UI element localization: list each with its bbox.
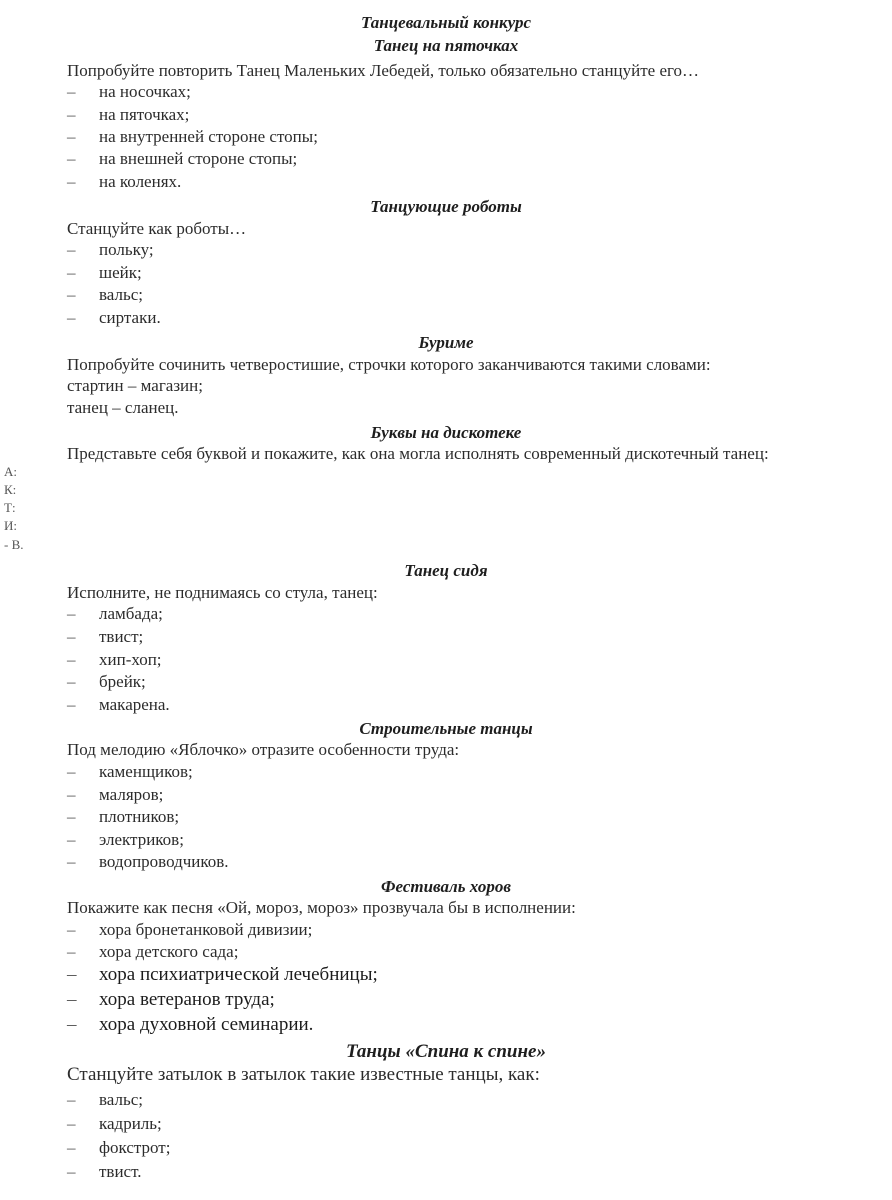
list-item: – кадриль; — [67, 1114, 162, 1133]
section-intro: Попробуйте повторить Танец Маленьких Лебедей, только обязательно станцуйте его… — [67, 61, 700, 80]
list-item: – хора детского сада; — [67, 942, 239, 961]
list-item: – водопроводчиков. — [67, 852, 229, 871]
section-intro: Представьте себя буквой и покажите, как она могла исполнять современный дискотечный танец: — [67, 444, 769, 463]
list-item: – каменщиков; — [67, 762, 193, 781]
margin-letter: А: — [4, 464, 17, 479]
list-item: – брейк; — [67, 672, 146, 691]
section-title-sitting-dance: Танец сидя — [404, 561, 488, 580]
section-intro: Покажите как песня «Ой, мороз, мороз» прозвучала бы в исполнении: — [67, 898, 576, 917]
margin-letter: К: — [4, 482, 17, 497]
list-item: – ламбада; — [67, 604, 163, 623]
list-item: – вальс; — [67, 1090, 144, 1109]
rhyme-line: стартин – магазин; — [67, 376, 203, 395]
section-title-back-to-back: Танцы «Спина к спине» — [345, 1041, 546, 1062]
section-title-burime: Буриме — [418, 333, 474, 352]
list-item: – на коленях. — [67, 172, 182, 191]
section-intro: Исполните, не поднимаясь со стула, танец: — [67, 583, 378, 602]
list-item: – польку; — [67, 240, 154, 259]
section-intro: Под мелодию «Яблочко» отразите особенности труда: — [67, 740, 460, 759]
margin-letter: Т: — [4, 500, 16, 515]
list-item: – электриков; — [67, 830, 184, 849]
section-title-letters: Буквы на дискотеке — [370, 423, 522, 442]
list-item: – маляров; — [67, 785, 164, 804]
list-item: – плотников; — [67, 807, 180, 826]
section-title-choirs: Фестиваль хоров — [381, 877, 511, 896]
section-intro: Попробуйте сочинить четверостишие, строчки которого заканчиваются такими словами: — [67, 355, 711, 374]
list-item: – хора психиатрической лечебницы; — [67, 964, 378, 985]
list-item: – на носочках; — [67, 82, 191, 101]
list-item: – вальс; — [67, 285, 144, 304]
list-item: – сиртаки. — [67, 308, 161, 327]
section-intro: Станцуйте как роботы… — [67, 219, 247, 238]
margin-letter: И: — [4, 518, 17, 533]
section-intro: Станцуйте затылок в затылок такие известные танцы, как: — [67, 1064, 540, 1085]
list-item: – фокстрот; — [67, 1138, 171, 1157]
list-item: – макарена. — [67, 695, 170, 714]
list-item: – хип-хоп; — [67, 650, 162, 669]
list-item: – хора бронетанковой дивизии; — [67, 920, 313, 939]
margin-letter: - В. — [4, 537, 24, 552]
list-item: – хора духовной семинарии. — [67, 1014, 314, 1035]
list-item: – твист; — [67, 627, 144, 646]
rhyme-line: танец – сланец. — [67, 398, 179, 417]
section-title-robots: Танцующие роботы — [370, 197, 522, 216]
list-item: – твист. — [67, 1162, 142, 1181]
list-item: – шейк; — [67, 263, 142, 282]
list-item: – хора ветеранов труда; — [67, 989, 275, 1010]
contest-title: Танцевальный конкурс — [360, 13, 531, 32]
list-item: – на внешней стороне стопы; — [67, 149, 298, 168]
list-item: – на внутренней стороне стопы; — [67, 127, 318, 146]
section-title-heel-dance: Танец на пяточках — [373, 36, 519, 55]
section-title-construction: Строительные танцы — [359, 719, 533, 738]
list-item: – на пяточках; — [67, 105, 190, 124]
